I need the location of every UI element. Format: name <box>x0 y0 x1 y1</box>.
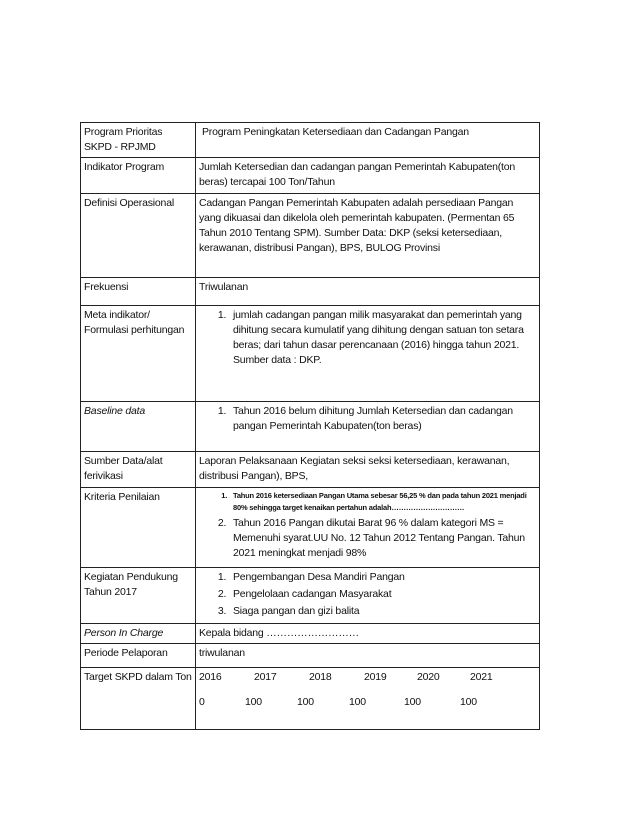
target-value: 0 <box>199 696 205 708</box>
row-definisi <box>81 194 540 278</box>
value-sumber: Laporan Pelaksanaan Kegiatan seksi seksi ketersediaan, kerawanan, distribusi Pangan), BPS, <box>196 452 540 488</box>
target-year: 2017 <box>254 671 277 683</box>
row-target <box>81 668 540 730</box>
label-meta: Meta indikator/ Formulasi perhitungan <box>81 306 196 402</box>
value-target <box>196 668 540 730</box>
row-person <box>81 624 540 644</box>
label-baseline: Baseline data <box>81 402 196 452</box>
row-baseline <box>81 402 540 452</box>
meta-list <box>199 308 536 368</box>
value-person: Kepala bidang ……………………… <box>196 624 540 644</box>
value-frekuensi: Triwulanan <box>196 278 540 306</box>
indicator-table <box>80 122 540 730</box>
target-value: 100 <box>404 696 421 708</box>
row-periode <box>81 644 540 668</box>
row-indikator <box>81 158 540 194</box>
label-kriteria: Kriteria Penilaian <box>81 488 196 568</box>
label-kegiatan: Kegiatan Pendukung Tahun 2017 <box>81 568 196 624</box>
kriteria-item: 1. Tahun 2016 ketersediaan Pangan Utama sebesar 56,25 % dan pada tahun 2021 menjadi 80% sehingga target kenaikan pertahun adalah………………………… <box>229 490 536 514</box>
label-sumber: Sumber Data/alat ferivikasi <box>81 452 196 488</box>
label-frekuensi: Frekuensi <box>81 278 196 306</box>
label-person: Person In Charge <box>81 624 196 644</box>
target-value: 100 <box>245 696 262 708</box>
target-value: 100 <box>460 696 477 708</box>
label-periode: Periode Pelaporan <box>81 644 196 668</box>
row-program <box>81 123 540 158</box>
label-definisi: Definisi Operasional <box>81 194 196 278</box>
kegiatan-item: 3. Siaga pangan dan gizi balita <box>229 604 536 619</box>
row-meta <box>81 306 540 402</box>
kriteria-list <box>199 490 536 561</box>
kegiatan-item: 1. Pengembangan Desa Mandiri Pangan <box>229 570 536 585</box>
kriteria-item: 2. Tahun 2016 Pangan dikutai Barat 96 % dalam kategori MS = Memenuhi syarat.UU No. 12 Tahun 2012 Tentang Pangan. Tahun 2021 meningkat menjadi 98% <box>229 516 536 561</box>
target-years <box>199 670 536 685</box>
baseline-list <box>199 404 536 434</box>
value-meta <box>196 306 540 402</box>
value-periode: triwulanan <box>196 644 540 668</box>
value-kegiatan <box>196 568 540 624</box>
value-baseline <box>196 402 540 452</box>
target-value: 100 <box>349 696 366 708</box>
value-kriteria <box>196 488 540 568</box>
target-values <box>199 695 536 710</box>
value-definisi: Cadangan Pangan Pemerintah Kabupaten adalah persediaan Pangan yang dikuasai dan dikelola oleh pemerintah kabupaten. (Permentan 65 Tahun 2010 Tentang SPM). Sumber Data: DKP (seksi ketersediaan, kerawanan, distribusi Pangan), BPS, BULOG Provinsi <box>196 194 540 278</box>
target-value: 100 <box>297 696 314 708</box>
target-year: 2018 <box>309 671 332 683</box>
value-indikator: Jumlah Ketersedian dan cadangan pangan Pemerintah Kabupaten(ton beras) tercapai 100 Ton/Tahun <box>196 158 540 194</box>
value-program: Program Peningkatan Ketersediaan dan Cadangan Pangan <box>196 123 540 158</box>
row-kegiatan <box>81 568 540 624</box>
target-year: 2020 <box>417 671 440 683</box>
label-program: Program Prioritas SKPD - RPJMD <box>81 123 196 158</box>
kegiatan-list <box>199 570 536 619</box>
row-frekuensi <box>81 278 540 306</box>
target-year: 2019 <box>364 671 387 683</box>
row-sumber <box>81 452 540 488</box>
target-year: 2016 <box>199 671 222 683</box>
meta-item: 1. jumlah cadangan pangan milik masyarakat dan pemerintah yang dihitung secara kumulatif yang dihitung dengan satuan ton setara beras; dari tahun dasar perencanaan (2016) hingga tahun 2021. Sumber data : DKP. <box>229 308 536 368</box>
target-year: 2021 <box>470 671 493 683</box>
kegiatan-item: 2. Pengelolaan cadangan Masyarakat <box>229 587 536 602</box>
label-target: Target SKPD dalam Ton <box>81 668 196 730</box>
row-kriteria <box>81 488 540 568</box>
label-indikator: Indikator Program <box>81 158 196 194</box>
baseline-item: 1. Tahun 2016 belum dihitung Jumlah Ketersedian dan cadangan pangan Pemerintah Kabupaten(ton beras) <box>229 404 536 434</box>
